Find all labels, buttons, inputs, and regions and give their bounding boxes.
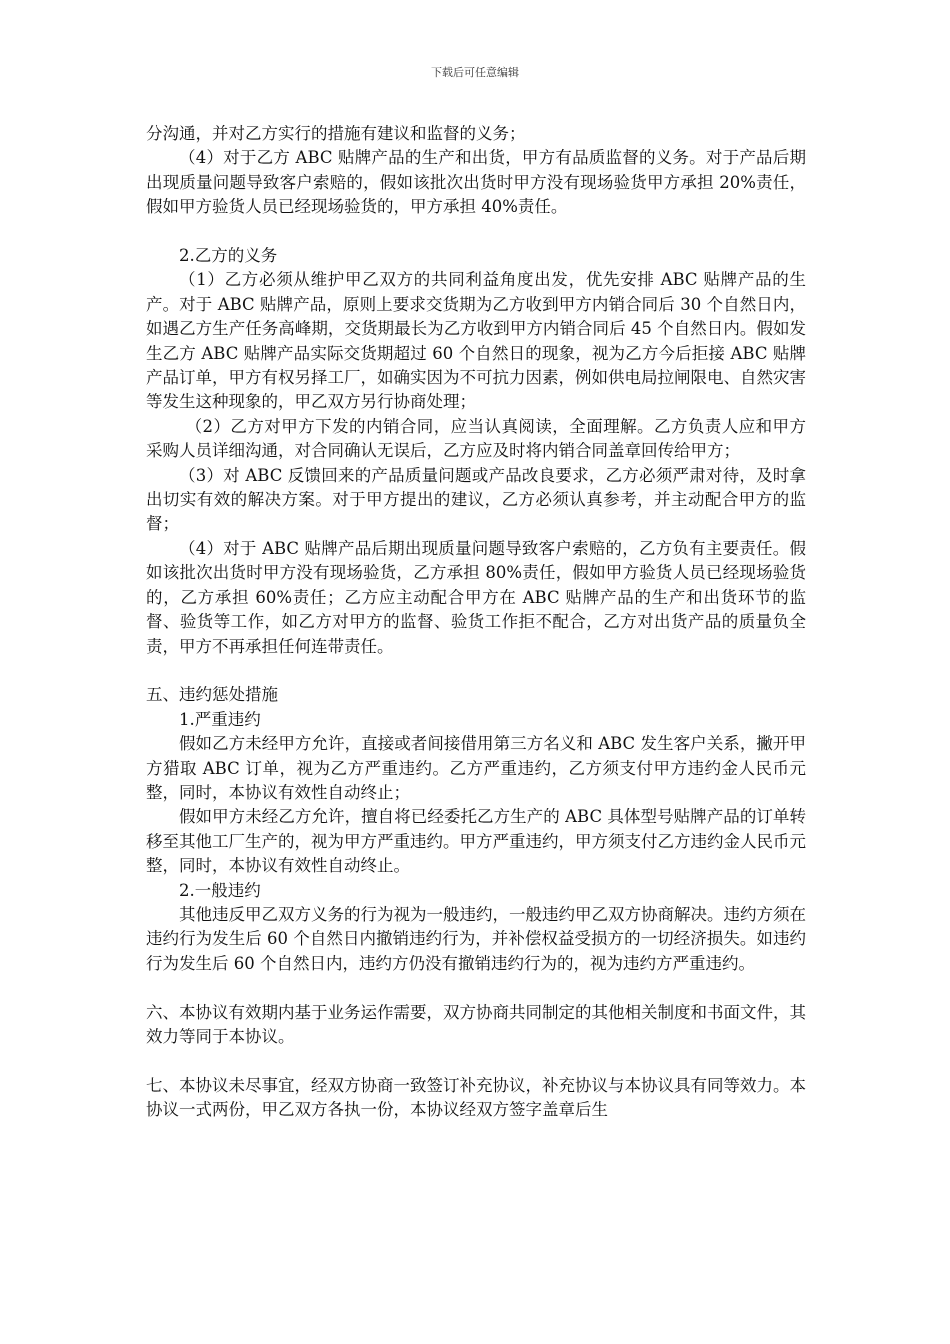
paragraph: 其他违反甲乙双方义务的行为视为一般违约，一般违约甲乙双方协商解决。违约方须在违约行为发生后 60 个自然日内撤销违约行为，并补偿权益受损方的一切经济损失。如违约行为发生后 60 个自然日内，违约方仍没有撤销违约行为的，视为违约方严重违约。 [146, 904, 806, 973]
paragraph: 分沟通，并对乙方实行的措施有建议和监督的义务； [146, 124, 526, 143]
paragraph: （4）对于 ABC 贴牌产品后期出现质量问题导致客户索赔的，乙方负有主要责任。假如该批次出货时甲方没有现场验货，乙方承担 80%责任，假如甲方验货人员已经现场验货的，乙方承担 60%责任；乙方应主动配合甲方在 ABC 贴牌产品的生产和出货环节的监督、验货等工作，如乙方对甲方的监督、验货工作拒不配合，乙方对出货产品的质量负全责，甲方不再承担任何连带责任。 [146, 538, 806, 656]
paragraph: 2.一般违约 [179, 880, 261, 900]
paragraph: 假如乙方未经甲方允许，直接或者间接借用第三方名义和 ABC 发生客户关系，撇开甲方猎取 ABC 订单，视为乙方严重违约。乙方严重违约，乙方须支付甲方违约金人民币元整，同时，本协议有效性自动终止； [146, 734, 806, 802]
paragraph: （1）乙方必须从维护甲乙双方的共同利益角度出发，优先安排 ABC 贴牌产品的生产。对于 ABC 贴牌产品，原则上要求交货期为乙方收到甲方内销合同后 30 个自然日内，如遇乙方生产任务高峰期，交货期最长为乙方收到甲方内销合同后 45 个自然日内。假如发生乙方 ABC 贴牌产品实际交货期超过 60 个自然日的现象，视为乙方今后拒接 ABC 贴牌产品订单，甲方有权另择工厂，如确实因为不可抗力因素，例如供电局拉闸限电、自然灾害等发生这种现象的，甲乙双方另行协商处理； [146, 270, 806, 412]
paragraph: （2）乙方对甲方下发的内销合同，应当认真阅读，全面理解。乙方负责人应和甲方采购人员详细沟通，对合同确认无误后，乙方应及时将内销合同盖章回传给甲方； [146, 416, 806, 461]
paragraph: 2.乙方的义务 [179, 246, 278, 266]
paragraph: 六、本协议有效期内基于业务运作需要，双方协商共同制定的其他相关制度和书面文件，其效力等同于本协议。 [146, 1002, 806, 1046]
page-header: 下载后可任意编辑 [431, 66, 519, 79]
paragraph: （3）对 ABC 反馈回来的产品质量问题或产品改良要求，乙方必须严肃对待，及时拿出切实有效的解决方案。对于甲方提出的建议，乙方必须认真参考，并主动配合甲方的监督； [146, 465, 806, 534]
paragraph: 假如甲方未经乙方允许，擅自将已经委托乙方生产的 ABC 具体型号贴牌产品的订单转移至其他工厂生产的，视为甲方严重违约。甲方严重违约，甲方须支付乙方违约金人民币元整，同时，本协议有效性自动终止。 [146, 807, 806, 876]
paragraph: 五、违约惩处措施 [146, 685, 278, 705]
paragraph: （4）对于乙方 ABC 贴牌产品的生产和出货，甲方有品质监督的义务。对于产品后期出现质量问题导致客户索赔的，假如该批次出货时甲方没有现场验货甲方承担 20%责任，假如甲方验货人员已经现场验货的，甲方承担 40%责任。 [146, 148, 806, 217]
blank-line [146, 1049, 806, 1073]
blank-line [146, 220, 806, 244]
document-body [146, 122, 806, 1123]
paragraph: 1.严重违约 [179, 709, 261, 729]
blank-line [146, 976, 806, 1000]
paragraph: 七、本协议未尽事宜，经双方协商一致签订补充协议，补充协议与本协议具有同等效力。本协议一式两份，甲乙双方各执一份，本协议经双方签字盖章后生 [146, 1075, 806, 1120]
blank-line [146, 659, 806, 683]
